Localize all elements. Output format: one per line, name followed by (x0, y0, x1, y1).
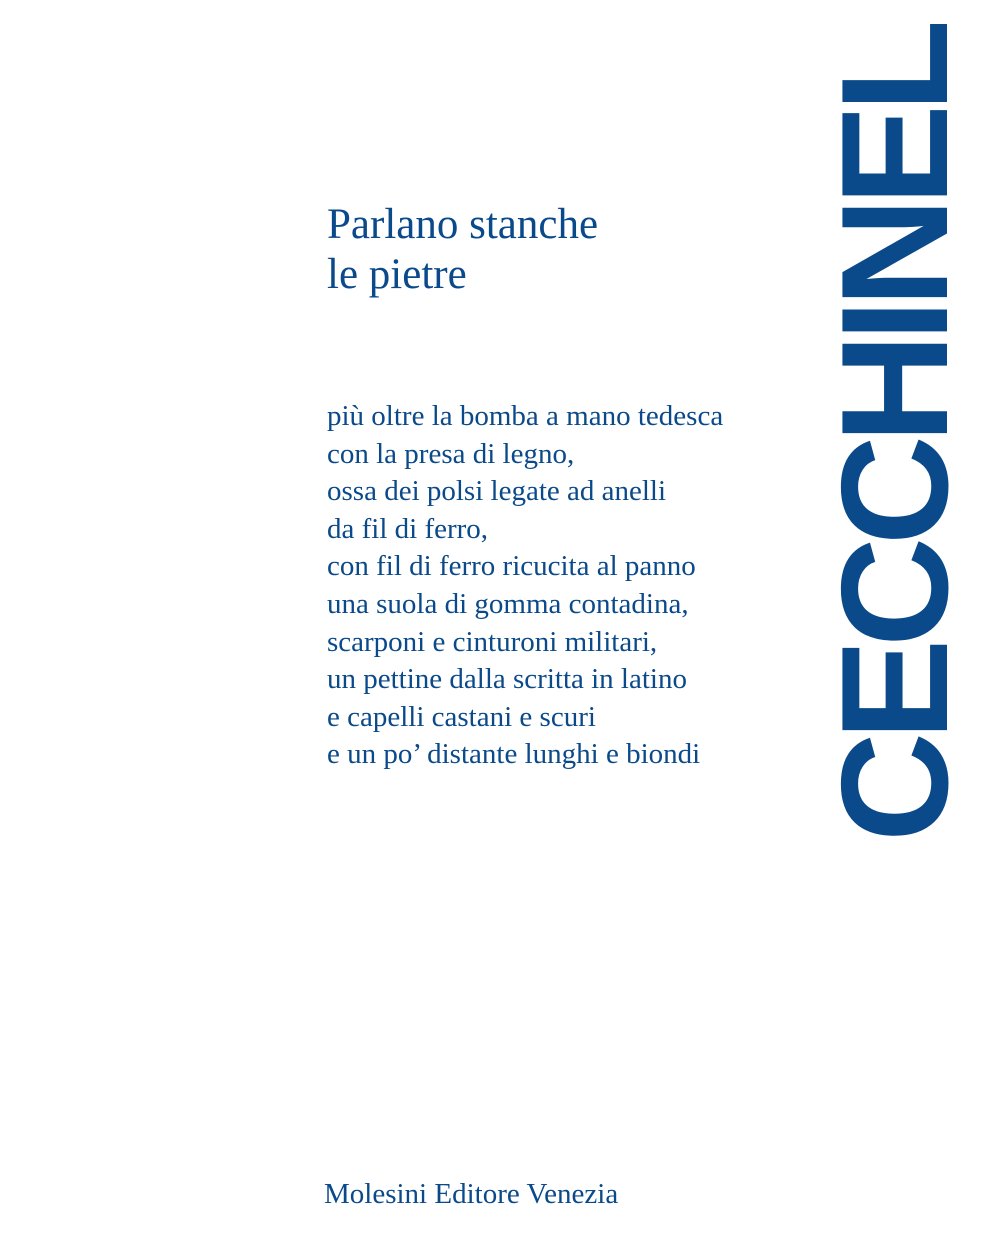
poem-excerpt (327, 398, 723, 774)
poem-line: una suola di gomma contadina, (327, 587, 689, 620)
publisher-name: Molesini Editore Venezia (324, 1178, 619, 1210)
title-line: le pietre (327, 251, 467, 298)
poem-line: da fil di ferro, (327, 512, 489, 545)
poem-line: un pettine dalla scritta in latino (327, 663, 687, 696)
poem-line: e capelli castani e scuri (327, 700, 596, 733)
poem-line: con la presa di legno, (327, 437, 575, 470)
poem-line: ossa dei polsi legate ad anelli (327, 475, 667, 508)
author-name: CECCHINEL (810, 27, 980, 842)
poem-line: più oltre la bomba a mano tedesca (327, 400, 724, 432)
poem-line: scarponi e cinturoni militari, (327, 625, 658, 658)
book-title (327, 200, 598, 300)
title-line: Parlano stanche (327, 201, 599, 248)
poem-line: e un po’ distante lunghi e biondi (327, 738, 701, 771)
poem-line: con fil di ferro ricucita al panno (327, 550, 696, 583)
